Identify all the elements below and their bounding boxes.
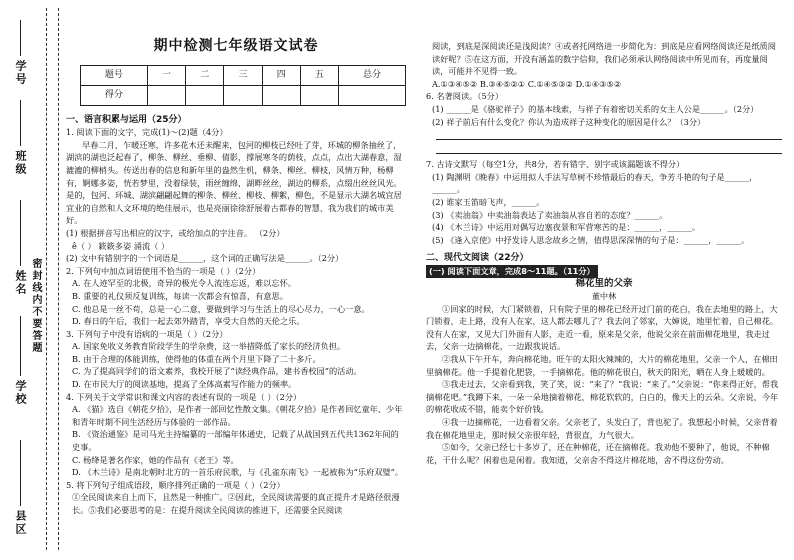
question-6-2: (2) 祥子前后有什么变化？你认为造成祥子这种变化的原因是什么？（3分） [432, 116, 706, 127]
question-2: 2. 下列句中加点词语使用不恰当的一项是（ ）（2分） [66, 265, 261, 276]
field-student-id-label: 学号 [14, 60, 27, 86]
exam-title: 期中检测七年级语文试卷 [153, 38, 319, 54]
score-table-header-row [81, 65, 406, 85]
section-heading: 一、语言积累与运用（25分） [66, 114, 187, 125]
seal-notice: 密封线内不要答题 [30, 258, 41, 354]
name-line[interactable] [20, 200, 21, 266]
score-header-cell: 总分 [339, 65, 406, 85]
question-7-1: (1) 陶渊明《晚春》中运用拟人手法写草树不珍惜最后的春天，争芳斗艳的句子是______，______。 [432, 171, 758, 195]
score-cell[interactable] [224, 85, 262, 105]
option: A. 在人迹罕至的北极，奇异的极光令人流连忘返，难以忘怀。 [72, 278, 296, 289]
article-paragraph: ⑤如今，父亲已经七十多岁了，还在种棉花，还在摘棉花。我劝他不要种了，他说，不种棉花，干什么呢？闲着也是闲着。我知道，父亲舍不得这片棉花地，舍不得这份劳动。 [426, 442, 770, 465]
seal-line-inner [58, 8, 59, 550]
question-7-5: (5) 《逢入京使》中抒发诗人思念故乡之情，值得思深深情的句子是：______，______。 [432, 234, 750, 245]
question-7-2: (2) 谁家玉笛暗飞声，______。 [432, 196, 545, 207]
option: C. 为了提高同学们的语文素养，我校开展了“读经典作品，建书香校园”的活动。 [72, 366, 362, 377]
left-column [66, 0, 406, 517]
score-cell[interactable] [339, 85, 406, 105]
right-column [426, 0, 782, 466]
question-7-3: (3) 《卖油翁》中卖油翁表达了卖油翁从容自若的态度？______。 [432, 209, 668, 220]
option: D. 在市民大厅的阅读基地，提高了全体高素写作能力的频率。 [72, 379, 297, 390]
question-1-2: (2) 文中有错别字的一个词语是______，这个词的正确写法是______。（2分） [66, 253, 344, 264]
option: B. 《资治通鉴》是司马光主持编纂的一部编年体通史，记载了从战国到五代共1362年间的史事。 [72, 429, 399, 453]
article-title: 棉花里的父亲 [575, 277, 633, 289]
option: A. 《猫》选自《朝花夕拾》，是作者一部回忆性散文集。《朝花夕拾》是作者回忆童年、少年和青年时期不同生活经历与体验的一部作品。 [72, 404, 403, 427]
option: A. 国家免收义务教育阶段学生的学杂费，这一举措降低了家长的经济负担。 [72, 341, 346, 352]
score-row-label: 得分 [81, 85, 148, 105]
question-6-1: (1) ______是《骆驼祥子》的基本线索，与祥子有着密切关系的女主人公是______。（2分） [432, 103, 759, 114]
section-heading: 二、现代文阅读（22分） [426, 253, 529, 264]
passage-1: 早春二月，乍暖还寒，许多花木还未醒来，包河的柳枝已经吐了芽，环城的柳条抽丝了，湖滨的湖也泛起春了，柳条、柳丝、垂柳、倩影，撑展寒冬的荫枝，点点，点出大湖春意，湿漉漉的柳梢头。传送出春的信息和新年里的盎然生机，柳条、柳丝、柳枝，风情万种，杨柳有，婀娜多姿，恍若梦里，没着绿装，雨丝缠绵，湖畔丝丝，湖边的柳系，点缀出丝丝风光。是的，包河、环城、湖滨翩翩起舞的柳条、柳丝、柳枝、柳絮，柳色，不是显示大湖名城宜居宜业的自然和人文环境的绝佳展示，也是亮丽徐徐舒展着古都春的智慧、我为我们的城市美好。 [66, 139, 402, 226]
score-header-cell: 五 [300, 65, 338, 85]
article-paragraph: ④我一边摘棉花，一边看着父亲。父亲老了，头发白了，背也驼了。我想起小时候，父亲背着我在棉花地里走，那时候父亲很年轻，背很直，力气很大。 [426, 417, 778, 440]
question-1-1-blanks: ê（ ） 簌簌多姿 涌流（ ） [72, 240, 170, 251]
question-7: 7. 古诗文默写（每空1分，共8分，若有错字、别字或该漏题该不得分） [426, 159, 685, 170]
option: B. 由于合理的体能训练，使得他的体重在两个月里下降了二十多斤。 [72, 353, 321, 364]
field-name-label: 姓名 [14, 270, 27, 296]
article-paragraph: ③我走过去，父亲看到我，笑了笑，说：“来了？”我说：“来了。”父亲说：“你来得正好，帮我摘棉花吧。”我蹲下来，一朵一朵地摘着棉花，棉花软软的，白白的，像天上的云朵。父亲说，今年的棉花收成不错，能卖个好价钱。 [426, 379, 779, 415]
field-school-label: 学校 [14, 380, 27, 406]
field-class-label: 班级 [14, 150, 27, 176]
score-table [80, 65, 406, 106]
option: D. 《木兰诗》是南北朝时北方的一首乐府民歌，与《孔雀东南飞》一起被称为“乐府双璧”。 [72, 467, 403, 478]
score-cell[interactable] [300, 85, 338, 105]
score-cell[interactable] [147, 85, 185, 105]
field-district-label: 县区 [14, 510, 27, 536]
question-5-text-cont: 阅读，到底是深阅读还是浅阅读？④或者托网络进一步简化为：到底是应看网络阅读还是纸质阅读好呢？⑤在这方面，开没有涵盖的数字信仰，我们必须承认网络阅读中所见而有，再度量阅读，可能并不见得一致。 [432, 41, 776, 77]
option: C. 杨绛是著名作家，她的作品有《老王》等。 [72, 454, 239, 465]
score-table-score-row [81, 85, 406, 105]
article-author: 董中林 [591, 291, 617, 302]
question-1-1: (1) 根据拼音写出相应的汉字，或给加点的字注音。 （2分） [66, 227, 285, 238]
score-cell[interactable] [262, 85, 300, 105]
score-cell[interactable] [186, 85, 224, 105]
subsection-heading: (一) 阅读下面文章，完成8～11题。（11分） [426, 265, 598, 278]
answer-line[interactable] [436, 142, 782, 154]
district-line[interactable] [20, 440, 21, 506]
school-line[interactable] [20, 316, 21, 376]
question-4: 4. 下列关于文学常识和课文内容的表述有误的一项是（ ）（2分） [66, 391, 302, 402]
question-6: 6. 名著阅读。（5分） [426, 91, 504, 102]
question-5-options: A.①③④⑤② B.③④⑤②① C.①④⑤③② D.①④③⑤② [432, 78, 622, 89]
score-header-cell: 一 [147, 65, 185, 85]
option: C. 他总是一丝不苟，总是一心二意，要做到学习与生活上的尽心尽力，一心一意。 [72, 303, 370, 314]
article-paragraph: ②我从下午开车，奔向棉花地。旺午的太阳火辣辣的，大片的棉花地里，父亲一个人，在棉田里摘棉花。他一手提着化肥袋，一手摘棉花。他的棉花很白，秋天的阳光，晒在人身上暖暖的。 [426, 354, 778, 377]
class-line[interactable] [20, 100, 21, 146]
answer-line[interactable] [436, 128, 782, 140]
question-3: 3. 下列句子中没有语病的一项是（ ）（2分） [66, 328, 228, 339]
question-5-text: ①全民阅读来自上而下，且然是一种推广。②因此，全民阅读需要的真正提升才是路径很漫长。⑤我们必要思考的是：在提升阅读全民阅读的推进下，还需要全民阅读 [72, 492, 400, 515]
binding-strip [0, 0, 64, 560]
score-header-cell: 二 [186, 65, 224, 85]
option: B. 重要的礼仪须反复训练，每读一次都会有惊喜，有意思。 [72, 290, 288, 301]
option: D. 春日的午后，我们一起去郊外踏青，享受大自然的天伦之乐。 [72, 316, 305, 327]
seal-line [46, 8, 47, 550]
question-7-4: (4) 《木兰诗》中运用对偶写边塞夜景和军营寒苦的是：______，______。 [432, 222, 701, 233]
score-header-cell: 四 [262, 65, 300, 85]
question-5: 5. 将下列句子组成语段，顺序排列正确的一项是（ ）（2分） [66, 479, 285, 490]
question-1: 1. 阅读下面的文字，完成(1)～(2)题（4分） [66, 127, 228, 138]
score-header-cell: 三 [224, 65, 262, 85]
article-paragraph: ①回家的时候，大门紧锁着，只有院子里的棉花已经开过门前的花白，我在去地里的路上，大门锁着，走上路，没有人在家，这人都去哪儿了？我去问了邻家，大婶说，地里忙着，自己棉花。没有人在家，又见大门外面有人影，走近一看，原来是父亲，他说父亲在前面棉花地里，我走过去，父亲一边摘棉花，一边跟我说话。 [426, 303, 779, 352]
student-id-line[interactable] [20, 20, 21, 56]
score-header-cell: 题号 [81, 65, 148, 85]
